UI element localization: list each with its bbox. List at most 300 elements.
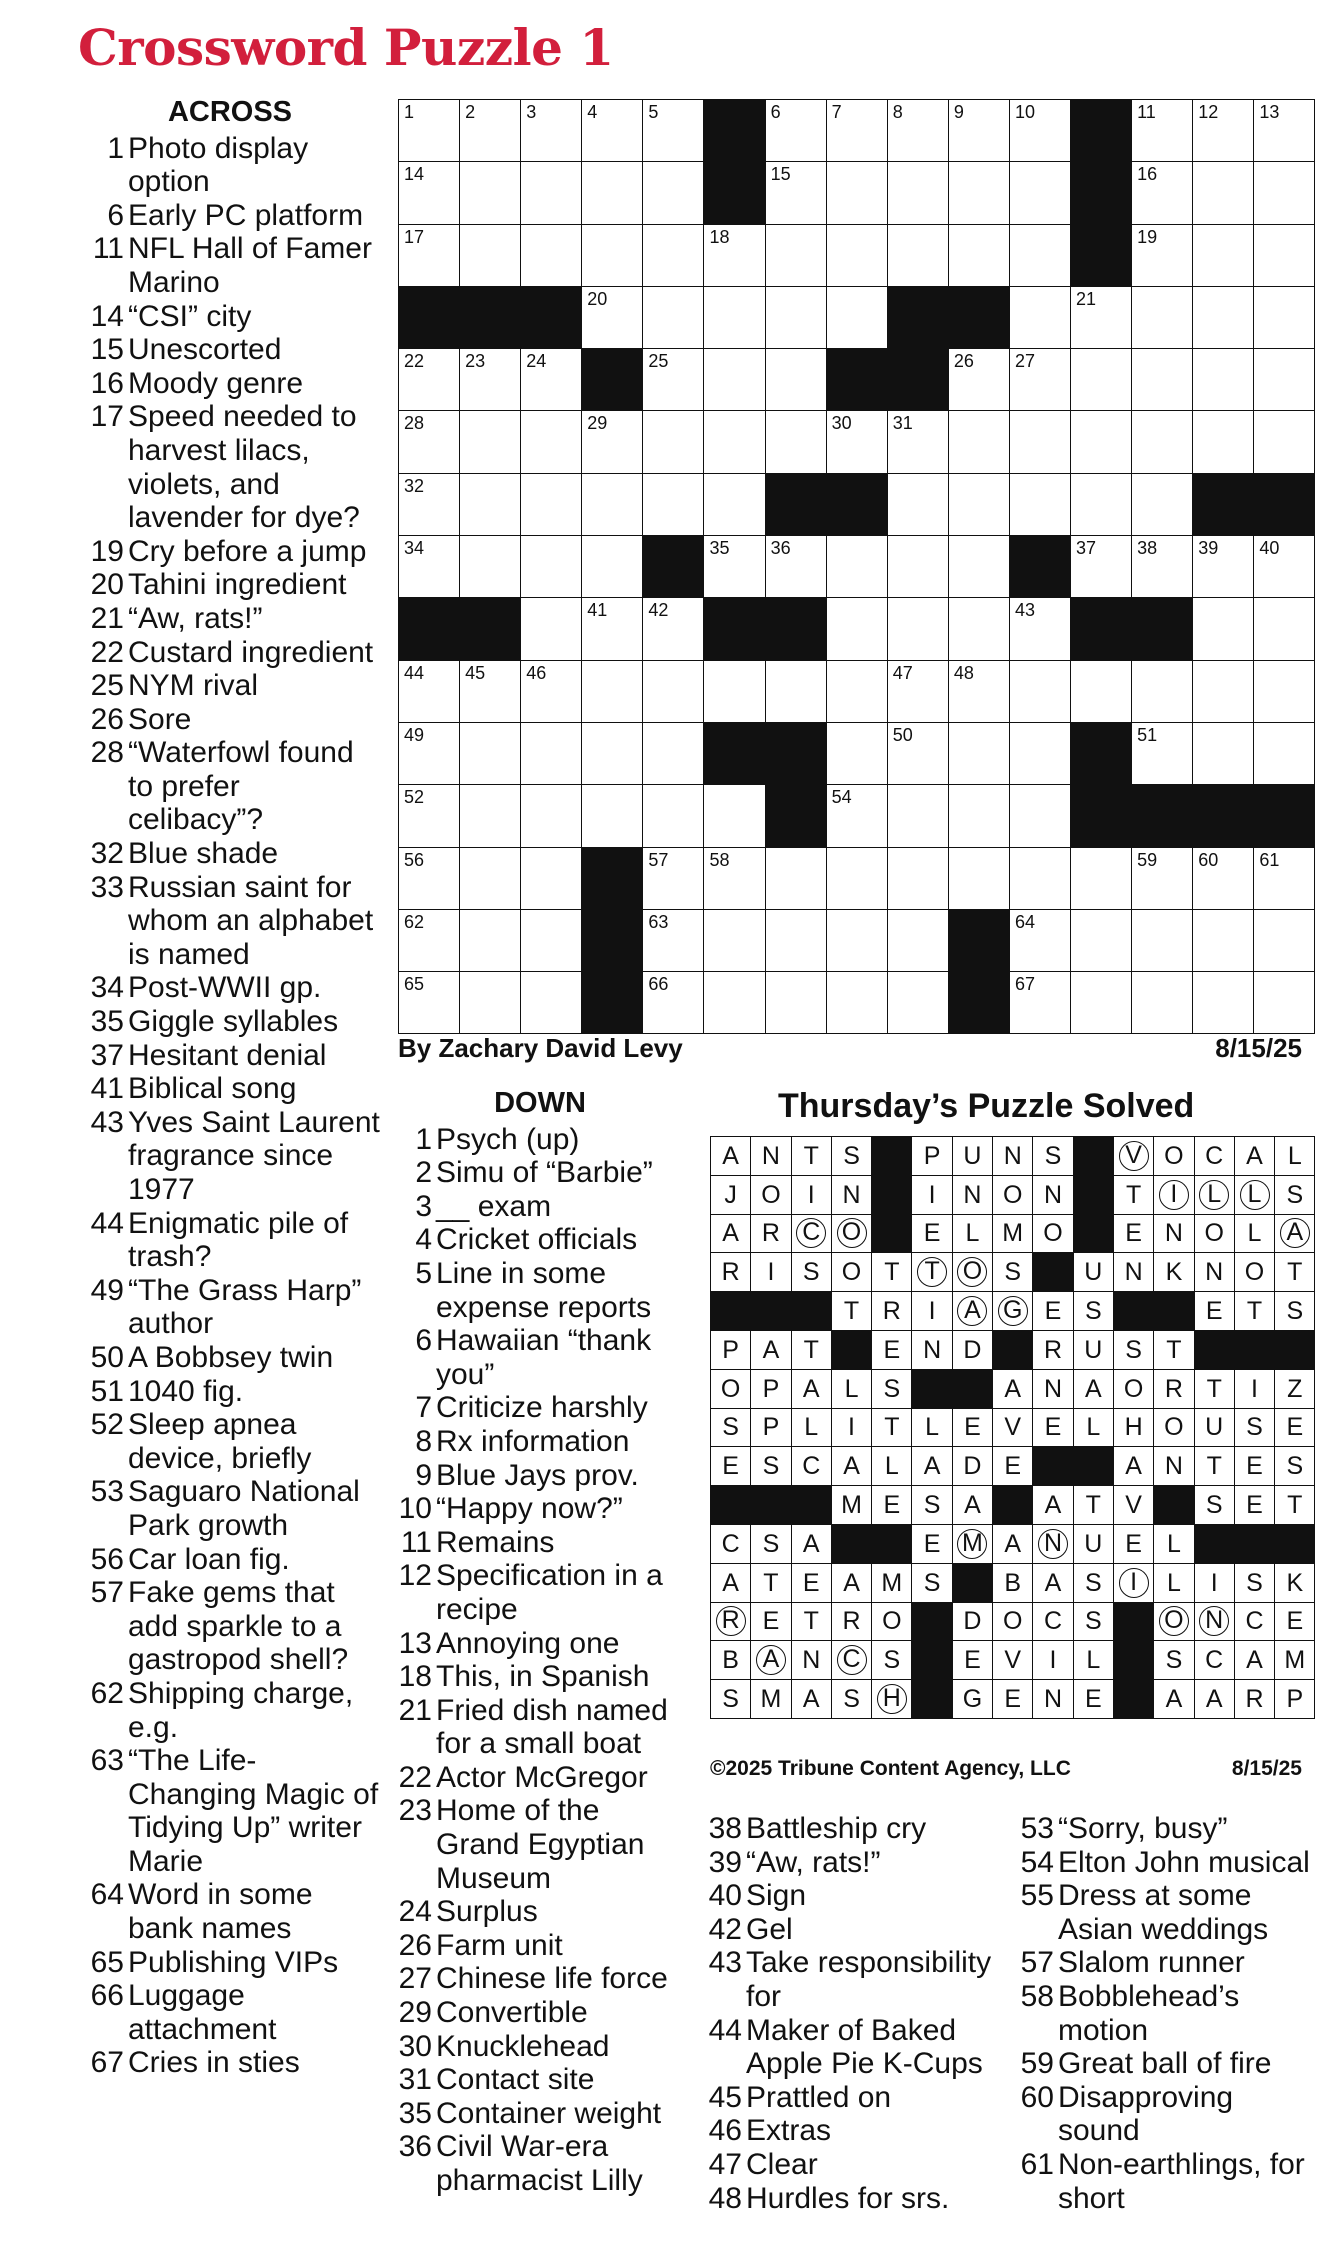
solution-letter: T <box>884 1413 900 1442</box>
grid-cell[interactable] <box>765 100 826 162</box>
solution-letter: T <box>1206 1374 1222 1403</box>
grid-cell[interactable] <box>765 224 826 286</box>
black-square <box>704 722 765 784</box>
clue-number: 18 <box>398 1660 432 1694</box>
grid-cell[interactable] <box>643 411 704 473</box>
grid-cell[interactable] <box>887 909 948 971</box>
grid-cell[interactable] <box>643 162 704 224</box>
grid-cell[interactable] <box>1071 286 1132 348</box>
grid-cell[interactable] <box>582 722 643 784</box>
solution-cell <box>1033 1563 1073 1602</box>
grid-cell[interactable] <box>399 162 460 224</box>
grid-cell[interactable] <box>948 722 1009 784</box>
grid-cell[interactable] <box>460 660 521 722</box>
cell-number: 5 <box>648 102 659 122</box>
circled-letter: A <box>1280 1218 1310 1248</box>
grid-cell[interactable] <box>460 473 521 535</box>
solution-letter: B <box>722 1646 739 1675</box>
grid-cell[interactable] <box>1193 162 1254 224</box>
grid-cell[interactable] <box>948 224 1009 286</box>
grid-cell[interactable] <box>948 536 1009 598</box>
grid-cell[interactable] <box>521 660 582 722</box>
grid-cell[interactable] <box>460 785 521 847</box>
grid-cell[interactable] <box>1132 722 1193 784</box>
black-square <box>1132 598 1193 660</box>
grid-cell[interactable] <box>948 847 1009 909</box>
grid-cell[interactable] <box>887 536 948 598</box>
grid-cell[interactable] <box>826 722 887 784</box>
grid-cell[interactable] <box>521 972 582 1034</box>
grid-cell[interactable] <box>1193 972 1254 1034</box>
grid-cell[interactable] <box>1071 909 1132 971</box>
grid-cell[interactable] <box>582 536 643 598</box>
cell-number: 15 <box>770 164 791 185</box>
solution-letter: I <box>1251 1374 1258 1403</box>
grid-cell[interactable] <box>1254 224 1315 286</box>
clue-number: 43 <box>708 1946 742 1980</box>
grid-cell[interactable] <box>521 598 582 660</box>
circled-letter: A <box>756 1645 786 1675</box>
solution-letter: E <box>923 1219 941 1248</box>
grid-cell[interactable] <box>399 411 460 473</box>
circled-letter: N <box>1038 1529 1068 1559</box>
grid-cell[interactable] <box>1071 972 1132 1034</box>
grid-cell[interactable] <box>1009 286 1070 348</box>
grid-cell[interactable] <box>887 660 948 722</box>
grid-cell[interactable] <box>460 349 521 411</box>
grid-cell[interactable] <box>399 349 460 411</box>
solution-letter: R <box>761 1219 780 1248</box>
grid-cell[interactable] <box>1254 411 1315 473</box>
grid-cell[interactable] <box>582 162 643 224</box>
grid-cell[interactable] <box>582 100 643 162</box>
solution-letter: G <box>962 1685 983 1714</box>
grid-cell[interactable] <box>887 785 948 847</box>
grid-cell[interactable] <box>1193 100 1254 162</box>
grid-cell[interactable] <box>704 224 765 286</box>
grid-cell[interactable] <box>1071 411 1132 473</box>
clue-number: 16 <box>90 366 124 400</box>
circled-letter: T <box>917 1257 947 1287</box>
solution-cell <box>872 1408 912 1447</box>
clue-number: 15 <box>90 333 124 367</box>
grid-cell[interactable] <box>1254 162 1315 224</box>
solution-letter: R <box>721 1258 740 1287</box>
grid-cell[interactable] <box>1193 536 1254 598</box>
clue-number: 54 <box>1020 1845 1054 1879</box>
solution-cell <box>1113 1369 1153 1408</box>
grid-cell[interactable] <box>704 909 765 971</box>
grid-cell[interactable] <box>1254 847 1315 909</box>
solution-letter: V <box>1004 1646 1022 1675</box>
clue-number: 44 <box>708 2013 742 2047</box>
grid-cell[interactable] <box>765 909 826 971</box>
grid-cell[interactable] <box>887 972 948 1034</box>
solution-letter: E <box>1246 1452 1263 1481</box>
grid-cell[interactable] <box>765 162 826 224</box>
solution-cell <box>711 1253 751 1292</box>
cell-number: 61 <box>1259 849 1280 870</box>
black-square <box>993 1330 1033 1369</box>
grid-cell[interactable] <box>1009 722 1070 784</box>
grid-cell[interactable] <box>460 722 521 784</box>
grid-cell[interactable] <box>1254 972 1315 1034</box>
cell-number: 66 <box>648 974 669 995</box>
grid-cell[interactable] <box>1132 349 1193 411</box>
clue-item <box>390 1996 690 2030</box>
cell-number: 36 <box>770 538 791 559</box>
grid-cell[interactable] <box>643 660 704 722</box>
grid-cell[interactable] <box>1132 909 1193 971</box>
grid-cell[interactable] <box>826 536 887 598</box>
clue-item <box>700 1913 1000 1947</box>
solution-cell <box>1154 1253 1194 1292</box>
grid-cell[interactable] <box>1071 536 1132 598</box>
grid-cell[interactable] <box>887 847 948 909</box>
grid-cell[interactable] <box>521 411 582 473</box>
grid-cell[interactable] <box>460 536 521 598</box>
grid-cell[interactable] <box>1009 224 1070 286</box>
grid-cell[interactable] <box>1132 224 1193 286</box>
clue-number: 26 <box>398 1928 432 1962</box>
clue-number: 1 <box>415 1122 432 1156</box>
grid-cell[interactable] <box>1132 100 1193 162</box>
solution-cell <box>831 1680 871 1719</box>
grid-cell[interactable] <box>643 349 704 411</box>
grid-cell[interactable] <box>399 785 460 847</box>
grid-cell[interactable] <box>887 411 948 473</box>
grid-cell[interactable] <box>826 286 887 348</box>
grid-cell[interactable] <box>460 224 521 286</box>
grid-cell[interactable] <box>1193 224 1254 286</box>
grid-cell[interactable] <box>704 286 765 348</box>
black-square <box>582 349 643 411</box>
clue-item <box>700 2114 1000 2148</box>
grid-cell[interactable] <box>887 598 948 660</box>
clue-text: Annoying one <box>436 1626 620 1660</box>
grid-cell[interactable] <box>460 847 521 909</box>
solution-cell <box>912 1292 952 1331</box>
grid-cell[interactable] <box>826 100 887 162</box>
solution-letter: E <box>762 1607 780 1636</box>
solution-letter: V <box>1125 1491 1142 1520</box>
grid-cell[interactable] <box>765 847 826 909</box>
grid-cell[interactable] <box>1009 847 1070 909</box>
grid-cell[interactable] <box>826 909 887 971</box>
solution-letter: O <box>720 1374 741 1403</box>
grid-cell[interactable] <box>704 847 765 909</box>
grid-cell[interactable] <box>399 100 460 162</box>
grid-cell[interactable] <box>704 473 765 535</box>
clue-text: Non-earthlings, for short <box>1058 2147 1305 2215</box>
grid-cell[interactable] <box>643 785 704 847</box>
grid-cell[interactable] <box>765 972 826 1034</box>
grid-cell[interactable] <box>1009 598 1070 660</box>
grid-cell[interactable] <box>643 909 704 971</box>
grid-cell[interactable] <box>704 972 765 1034</box>
grid-cell[interactable] <box>582 224 643 286</box>
solution-letter: C <box>1245 1607 1264 1636</box>
solution-cell <box>751 1524 791 1563</box>
solution-letter: M <box>1002 1219 1024 1248</box>
grid-cell[interactable] <box>765 536 826 598</box>
grid-cell[interactable] <box>1254 100 1315 162</box>
grid-cell[interactable] <box>582 286 643 348</box>
grid-cell[interactable] <box>399 847 460 909</box>
grid-cell[interactable] <box>704 349 765 411</box>
grid-cell[interactable] <box>1193 598 1254 660</box>
grid-cell[interactable] <box>521 100 582 162</box>
grid-cell[interactable] <box>887 722 948 784</box>
grid-cell[interactable] <box>1009 349 1070 411</box>
grid-cell[interactable] <box>643 286 704 348</box>
grid-cell[interactable] <box>643 473 704 535</box>
grid-cell[interactable] <box>704 536 765 598</box>
grid-cell[interactable] <box>521 536 582 598</box>
grid-cell[interactable] <box>460 972 521 1034</box>
solution-cell <box>952 1292 992 1331</box>
grid-cell[interactable] <box>399 722 460 784</box>
grid-cell[interactable] <box>1132 660 1193 722</box>
grid-cell[interactable] <box>826 660 887 722</box>
grid-cell[interactable] <box>1132 286 1193 348</box>
grid-cell[interactable] <box>1132 411 1193 473</box>
clue-text: Unescorted <box>128 333 282 367</box>
cell-number: 32 <box>404 475 425 496</box>
grid-cell[interactable] <box>765 411 826 473</box>
grid-cell[interactable] <box>521 785 582 847</box>
grid-cell[interactable] <box>1193 847 1254 909</box>
clue-item <box>80 1106 380 1207</box>
grid-cell[interactable] <box>1193 909 1254 971</box>
clue-number: 26 <box>90 702 124 736</box>
grid-cell[interactable] <box>521 847 582 909</box>
solution-letter: S <box>722 1413 739 1442</box>
solution-letter: O <box>1204 1219 1224 1248</box>
clue-number: 35 <box>398 2096 432 2130</box>
grid-cell[interactable] <box>887 224 948 286</box>
black-square <box>1033 1253 1073 1292</box>
grid-cell[interactable] <box>1071 473 1132 535</box>
grid-cell[interactable] <box>1071 349 1132 411</box>
solution-letter: L <box>1287 1141 1302 1170</box>
grid-cell[interactable] <box>826 785 887 847</box>
clue-number: 12 <box>398 1559 432 1593</box>
clue-number: 42 <box>708 1912 742 1946</box>
solution-letter: C <box>1205 1646 1224 1675</box>
circled-letter: C <box>837 1645 867 1675</box>
grid-cell[interactable] <box>826 847 887 909</box>
grid-cell[interactable] <box>948 473 1009 535</box>
grid-cell[interactable] <box>704 785 765 847</box>
clue-number: 11 <box>400 1525 432 1559</box>
solution-cell <box>1113 1214 1153 1253</box>
grid-cell[interactable] <box>582 411 643 473</box>
clue-text: Prattled on <box>746 2080 892 2114</box>
grid-cell[interactable] <box>1254 722 1315 784</box>
grid-cell[interactable] <box>704 411 765 473</box>
clue-item <box>700 2014 1000 2081</box>
grid-cell[interactable] <box>948 785 1009 847</box>
grid-cell[interactable] <box>399 536 460 598</box>
black-square <box>751 1292 791 1331</box>
solution-cell <box>993 1137 1033 1176</box>
solution-letter: L <box>1086 1646 1101 1675</box>
solution-letter: I <box>848 1413 855 1442</box>
grid-cell[interactable] <box>399 473 460 535</box>
grid-cell[interactable] <box>1254 536 1315 598</box>
clue-text: Cricket officials <box>436 1223 638 1257</box>
grid-cell[interactable] <box>521 909 582 971</box>
grid-cell[interactable] <box>460 162 521 224</box>
black-square <box>887 286 948 348</box>
grid-cell[interactable] <box>887 473 948 535</box>
grid-cell[interactable] <box>1132 162 1193 224</box>
grid-cell[interactable] <box>887 162 948 224</box>
solution-letter: N <box>1043 1374 1063 1403</box>
clue-number: 49 <box>90 1273 124 1307</box>
clue-item <box>80 300 380 334</box>
grid-cell[interactable] <box>1132 847 1193 909</box>
clue-number: 57 <box>1020 1946 1054 1980</box>
grid-cell[interactable] <box>826 411 887 473</box>
grid-cell[interactable] <box>765 349 826 411</box>
solution-cell <box>872 1563 912 1602</box>
grid-cell[interactable] <box>643 847 704 909</box>
grid-cell[interactable] <box>1193 411 1254 473</box>
grid-cell[interactable] <box>521 162 582 224</box>
grid-cell[interactable] <box>826 972 887 1034</box>
clue-text: Farm unit <box>436 1928 563 1962</box>
grid-cell[interactable] <box>521 473 582 535</box>
solution-cell <box>1234 1253 1274 1292</box>
solution-letter: K <box>1286 1568 1304 1597</box>
grid-cell[interactable] <box>399 909 460 971</box>
clue-text: Civil War-era pharmacist Lilly <box>436 2130 643 2197</box>
grid-cell[interactable] <box>643 100 704 162</box>
grid-cell[interactable] <box>948 598 1009 660</box>
clue-number: 25 <box>90 669 124 703</box>
grid-cell[interactable] <box>521 722 582 784</box>
grid-cell[interactable] <box>1132 473 1193 535</box>
grid-cell[interactable] <box>948 411 1009 473</box>
grid-cell[interactable] <box>1009 411 1070 473</box>
solution-letter: T <box>1246 1297 1263 1326</box>
grid-cell[interactable] <box>582 660 643 722</box>
grid-cell[interactable] <box>1009 785 1070 847</box>
grid-cell[interactable] <box>521 349 582 411</box>
grid-cell[interactable] <box>826 162 887 224</box>
grid-cell[interactable] <box>460 411 521 473</box>
grid-cell[interactable] <box>1193 722 1254 784</box>
black-square <box>912 1369 952 1408</box>
clue-number: 53 <box>1020 1812 1054 1845</box>
grid-cell[interactable] <box>948 162 1009 224</box>
clue-item <box>390 1425 690 1459</box>
grid-cell[interactable] <box>1254 286 1315 348</box>
clue-text: Custard ingredient <box>128 635 374 669</box>
solution-cell <box>1113 1447 1153 1486</box>
clue-number: 8 <box>415 1424 432 1458</box>
grid-cell[interactable] <box>765 286 826 348</box>
grid-cell[interactable] <box>1132 536 1193 598</box>
grid-cell[interactable] <box>582 473 643 535</box>
crossword-grid <box>398 99 1315 1034</box>
grid-cell[interactable] <box>1009 100 1070 162</box>
solution-letter: D <box>963 1607 982 1636</box>
grid-cell[interactable] <box>460 909 521 971</box>
clue-item <box>390 1391 690 1425</box>
solution-cell <box>872 1602 912 1641</box>
solution-letter: S <box>923 1491 941 1520</box>
cell-number: 2 <box>465 102 476 122</box>
solution-letter: E <box>964 1413 981 1442</box>
grid-cell[interactable] <box>399 972 460 1034</box>
grid-cell[interactable] <box>582 785 643 847</box>
black-square <box>399 286 460 348</box>
grid-cell[interactable] <box>1009 162 1070 224</box>
grid-cell[interactable] <box>643 224 704 286</box>
grid-cell[interactable] <box>1132 972 1193 1034</box>
grid-cell[interactable] <box>1071 847 1132 909</box>
grid-cell[interactable] <box>948 349 1009 411</box>
grid-cell[interactable] <box>1071 660 1132 722</box>
grid-cell[interactable] <box>582 598 643 660</box>
grid-cell[interactable] <box>1193 286 1254 348</box>
clue-number: 47 <box>708 2147 742 2181</box>
grid-cell[interactable] <box>1009 660 1070 722</box>
grid-cell[interactable] <box>643 972 704 1034</box>
grid-cell[interactable] <box>1254 660 1315 722</box>
black-square <box>460 286 521 348</box>
clue-number: 33 <box>90 870 124 904</box>
clue-item <box>80 400 380 534</box>
grid-cell[interactable] <box>948 660 1009 722</box>
black-square <box>1071 598 1132 660</box>
grid-cell[interactable] <box>1254 909 1315 971</box>
clue-item <box>1012 2047 1312 2081</box>
grid-cell[interactable] <box>460 100 521 162</box>
cell-number: 23 <box>465 351 486 372</box>
grid-cell[interactable] <box>1009 972 1070 1034</box>
grid-cell[interactable] <box>1193 660 1254 722</box>
grid-cell[interactable] <box>1254 598 1315 660</box>
cell-number: 8 <box>892 102 903 122</box>
grid-cell[interactable] <box>1254 349 1315 411</box>
grid-cell[interactable] <box>826 224 887 286</box>
grid-cell[interactable] <box>948 100 1009 162</box>
grid-cell[interactable] <box>887 100 948 162</box>
grid-cell[interactable] <box>643 722 704 784</box>
grid-cell[interactable] <box>1009 473 1070 535</box>
circled-letter: L <box>1240 1180 1270 1210</box>
cell-number: 19 <box>1137 226 1158 247</box>
grid-cell[interactable] <box>1009 909 1070 971</box>
solution-letter: I <box>767 1258 775 1287</box>
grid-cell[interactable] <box>1193 349 1254 411</box>
grid-cell[interactable] <box>643 598 704 660</box>
grid-cell[interactable] <box>521 224 582 286</box>
grid-cell[interactable] <box>765 660 826 722</box>
solution-cell <box>993 1641 1033 1680</box>
solution-cell <box>1073 1253 1113 1292</box>
grid-cell[interactable] <box>704 660 765 722</box>
solution-cell <box>1154 1214 1194 1253</box>
grid-cell[interactable] <box>826 598 887 660</box>
grid-cell[interactable] <box>399 660 460 722</box>
clue-text: __ exam <box>436 1189 552 1223</box>
grid-cell[interactable] <box>399 224 460 286</box>
